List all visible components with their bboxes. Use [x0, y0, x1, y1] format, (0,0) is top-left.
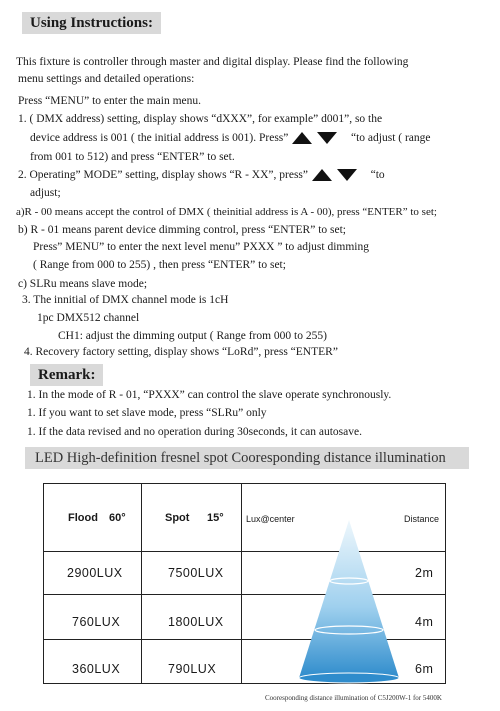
remark-3: 1. If the data revised and no operation during 30seconds, it can autosave.: [27, 426, 362, 438]
remark-heading: Remark:: [30, 364, 103, 386]
illumination-banner: LED High-definition fresnel spot Cooresponding distance illumination: [25, 447, 469, 469]
item3-line3: CH1: adjust the dimming output ( Range from 000 to 255): [58, 330, 327, 342]
row1-spot: 7500LUX: [168, 566, 224, 580]
up-arrow-icon: [291, 131, 313, 145]
row2-flood: 760LUX: [72, 615, 121, 629]
row2-distance: 4m: [415, 615, 434, 629]
intro-line-2: menu settings and detailed operations:: [18, 73, 195, 85]
item1-line2: [30, 131, 431, 145]
header-flood: Flood: [68, 512, 98, 524]
item2-line2: adjust;: [30, 187, 61, 199]
header-distance: Distance: [404, 514, 440, 524]
table-divider: [141, 484, 142, 683]
item1-line3: from 001 to 512) and press “ENTER” to set.: [30, 151, 235, 163]
header-lux-center: Lux@center: [246, 514, 295, 524]
item-c: c) SLRu means slave mode;: [18, 278, 148, 290]
row3-distance: 6m: [415, 662, 434, 676]
item1-line2-text: device address is 001 ( the initial address is 001). Press”: [30, 132, 289, 144]
light-cone-illustration: [294, 520, 404, 684]
header-flood-angle: 60°: [109, 512, 126, 524]
press-menu-line: Press “MENU” to enter the main menu.: [18, 95, 201, 107]
item2-line1: [18, 168, 385, 182]
row1-flood: 2900LUX: [67, 566, 123, 580]
item2-line1-rest: “to: [370, 169, 385, 181]
item2-line1-text: 2. Operating” MODE” setting, display shows “R - XX”, press”: [18, 169, 308, 181]
item4: 4. Recovery factory setting, display shows “LoRd”, press “ENTER”: [24, 346, 338, 358]
remark-2: 1. If you want to set slave mode, press “SLRu” only: [27, 407, 267, 419]
item-b-line2: Press” MENU” to enter the next level menu” PXXX ” to adjust dimming: [33, 241, 369, 253]
item-a: a)R - 00 means accept the control of DMX ( theinitial address is A - 00), press “ENTER” to set;: [16, 206, 437, 218]
intro-line-1: This fixture is controller through master and digital display. Please find the following: [16, 56, 409, 68]
header-spot-angle: 15°: [207, 512, 224, 524]
item-b-line3: ( Range from 000 to 255) , then press “ENTER” to set;: [33, 259, 286, 271]
table-caption: Cooresponding distance illumination of C5J200W-1 for 5400K: [265, 694, 442, 702]
page-heading: Using Instructions:: [22, 12, 161, 34]
remark-1: 1. In the mode of R - 01, “PXXX” can control the slave operate synchronously.: [27, 389, 392, 401]
item1-line1: 1. ( DMX address) setting, display shows “dXXX”, for example” d001”, so the: [18, 113, 383, 125]
row3-flood: 360LUX: [72, 662, 121, 676]
illumination-table: [43, 483, 446, 684]
down-arrow-icon: [316, 131, 338, 145]
table-divider: [241, 484, 242, 683]
item-b-line1: b) R - 01 means parent device dimming control, press “ENTER” to set;: [18, 224, 346, 236]
row2-spot: 1800LUX: [168, 615, 224, 629]
down-arrow-icon: [336, 168, 358, 182]
row3-spot: 790LUX: [168, 662, 217, 676]
item3-line2: 1pc DMX512 channel: [37, 312, 140, 324]
item3-line1: 3. The innitial of DMX channel mode is 1cH: [22, 294, 229, 306]
row1-distance: 2m: [415, 566, 434, 580]
header-spot: Spot: [165, 512, 190, 524]
up-arrow-icon: [311, 168, 333, 182]
item1-line2-rest: “to adjust ( range: [351, 132, 431, 144]
